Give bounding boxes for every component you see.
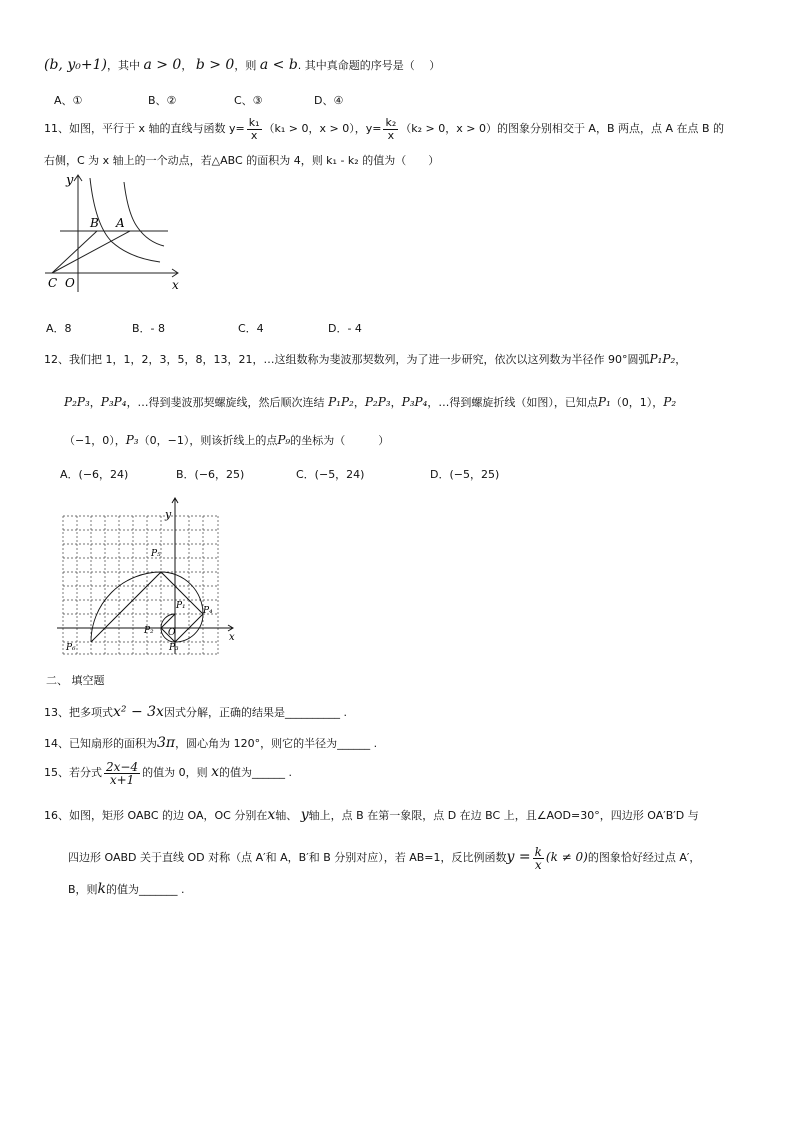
q12-arc3: P₃P₄ (100, 395, 127, 409)
q12-option-c: C．(−5，24) (296, 468, 365, 481)
q16-var-k: k (97, 881, 107, 897)
q10-option-a: A、① (54, 94, 83, 107)
q11-text-c: （k₂ > 0，x > 0）的图象分别相交于 A，B 两点，点 A 在点 B 的 (400, 122, 725, 135)
q10-text2: . 其中真命题的序号是（ ） (297, 59, 441, 72)
q12-label-o: O (168, 628, 176, 638)
q12-sep3: ， (390, 396, 402, 409)
q11-curve-k1 (124, 182, 164, 246)
q12-label-p2: P₂ (144, 626, 154, 636)
q12-label-x: x (229, 632, 235, 643)
q11-frac2-den: x (387, 128, 395, 142)
q10-line (44, 58, 440, 73)
q11-label-a: A (116, 216, 125, 230)
q11-text-b: （k₁ > 0，x > 0），y= (263, 122, 382, 135)
q16-text3a: B，则 (68, 883, 98, 896)
q12-text1: 12、我们把 1，1，2，3，5，8，13，21，…这组数称为斐波那契数列，为了进一步研究，依次以这列数为半径作 90°圆弧 (44, 353, 650, 366)
q12-text3c: 的坐标为（ ） (290, 434, 390, 447)
q12-arc2: P₂P₃ (64, 395, 90, 409)
q16-text1c: 轴上，点 B 在第一象限，点 D 在边 BC 上，且∠AOD=30°，四边形 OA′B′D 与 (308, 809, 699, 822)
q16-line3 (68, 882, 185, 897)
q14-line (44, 736, 377, 751)
q16-func-b: (k ≠ 0) (545, 850, 588, 864)
q12-arc1: P₁P₂ (649, 352, 676, 366)
q11-label-x: x (172, 278, 179, 292)
q12-seg2: P₂P₃ (364, 395, 391, 409)
q12-label-p4: P₄ (203, 606, 213, 616)
q14-text-b: ，圆心角为 120°，则它的半径为______ . (175, 737, 378, 750)
q12-option-d: D．(−5，25) (430, 468, 500, 481)
q13-line (44, 705, 347, 720)
q15-text-a: 15、若分式 (44, 766, 102, 779)
q16-text3b: 的值为_______ . (106, 883, 185, 896)
q11-figure (40, 170, 190, 295)
q12-sep1: ， (89, 396, 101, 409)
q13-expr: x² − 3x (113, 704, 164, 720)
q12-p1-coord: （0，1）， (610, 396, 664, 409)
q10-cond-b: b > 0 (195, 57, 235, 73)
q11-frac2 (383, 117, 398, 142)
q16-text2b: 的图象恰好经过点 A′， (587, 851, 701, 864)
q11-text-a: 11、如图，平行于 x 轴的直线与函数 y= (44, 122, 245, 135)
q16-text1b: 轴、 (275, 809, 298, 822)
q10-tail-math: (b, y₀+1) (44, 57, 107, 73)
q12-p9: P₉ (277, 433, 291, 447)
q10-option-c: C、③ (234, 94, 263, 107)
q15-frac-den: x+1 (109, 772, 135, 787)
q10-cond-a: a > 0 (143, 57, 182, 73)
q12-text2a: ，…得到斐波那契螺旋线，然后顺次连结 (126, 396, 325, 409)
q15-text-b: 的值为 0，则 (142, 766, 208, 779)
q11-label-c: C (48, 276, 58, 290)
q10-option-d: D、④ (314, 94, 344, 107)
q12-figure (55, 494, 240, 656)
q15-fraction (104, 761, 140, 786)
q10-option-b: B、② (148, 94, 177, 107)
q11-option-a: A．8 (46, 322, 72, 335)
q12-option-a: A．(−6，24) (60, 468, 129, 481)
q16-func-frac (533, 846, 544, 871)
q11-label-b: B (90, 216, 99, 230)
q12-option-b: B．(−6，25) (176, 468, 245, 481)
q16-func-num: k (534, 844, 542, 859)
q16-func-a: y = (506, 849, 531, 865)
q13-text-a: 13、把多项式 (44, 706, 113, 719)
q12-text2b: ，…得到螺旋折线（如图），已知点 (427, 396, 598, 409)
q15-text-c: 的值为______ . (219, 766, 292, 779)
q10-cond-ab: a < b (259, 57, 298, 73)
q10-text1: ，其中 (106, 59, 140, 72)
q11-option-c: C．4 (238, 322, 264, 335)
q16-text1a: 16、如图，矩形 OABC 的边 OA，OC 分别在 (44, 809, 268, 822)
q11-line1 (44, 112, 724, 146)
q12-line2 (64, 395, 676, 410)
q12-p3: P₃ (125, 433, 139, 447)
q11-label-o: O (65, 276, 75, 290)
q10-comma2: ，则 (234, 59, 257, 72)
q16-var-y: y (300, 807, 309, 823)
q12-label-p6: P₆ (66, 643, 76, 653)
section-2-title: 二、 填空题 (46, 674, 105, 687)
q11-frac2-num: k₂ (385, 115, 397, 129)
q15-line (44, 754, 292, 791)
q11-frac1 (247, 117, 262, 142)
q15-frac-num: 2x−4 (106, 759, 139, 774)
q16-line1 (44, 808, 699, 823)
q12-sep2: ， (353, 396, 365, 409)
q13-text-b: 因式分解，正确的结果是__________ . (163, 706, 347, 719)
q12-label-p3: P₃ (169, 643, 179, 653)
q15-var: x (211, 764, 219, 780)
q12-label-y: y (165, 508, 172, 521)
q12-line3 (64, 433, 389, 448)
q12-p1: P₁ (597, 395, 611, 409)
q11-line2: 右侧，C 为 x 轴上的一个动点，若△ABC 的面积为 4，则 k₁ - k₂ 的值为（ ） (44, 154, 440, 167)
q14-expr: 3π (157, 735, 176, 751)
q12-text3a: （−1，0）， (64, 434, 126, 447)
q12-text3b: （0，−1），则该折线上的点 (138, 434, 278, 447)
q11-label-y: y (66, 173, 74, 188)
q16-line2 (68, 839, 700, 876)
q16-func-den: x (534, 857, 542, 872)
q12-arc1-tail: ， (675, 353, 687, 366)
q12-seg1: P₁P₂ (328, 395, 354, 409)
q12-label-p5: P₅ (151, 549, 161, 559)
q12-label-p1: P₁ (176, 601, 186, 611)
q11-option-b: B．- 8 (132, 322, 166, 335)
q16-var-x: x (267, 807, 276, 823)
q11-frac1-den: x (250, 128, 258, 142)
q12-p2: P₂ (663, 395, 677, 409)
q12-line1 (44, 352, 686, 367)
q11-segment-ca (52, 231, 130, 273)
q11-frac1-num: k₁ (248, 115, 260, 129)
q16-text2a: 四边形 OABD 关于直线 OD 对称（点 A′和 A，B′和 B 分别对应），若 AB=1，反比例函数 (68, 851, 507, 864)
q11-option-d: D．- 4 (328, 322, 362, 335)
q10-comma1: ， (181, 59, 193, 72)
q14-text-a: 14、已知扇形的面积为 (44, 737, 157, 750)
q12-seg3: P₃P₄ (401, 395, 428, 409)
